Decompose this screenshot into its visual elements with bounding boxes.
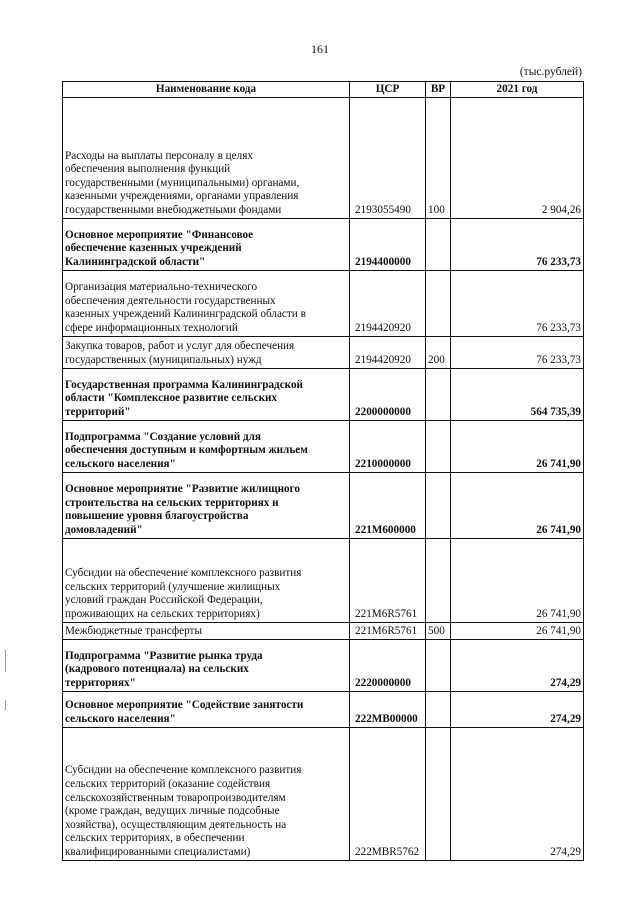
header-vr: ВР <box>426 82 451 98</box>
row-amount: 274,29 <box>451 691 584 727</box>
row-name: Закупка товаров, работ и услуг для обеспечения государственных (муниципальных) нужд <box>63 336 350 368</box>
row-name: Подпрограмма "Создание условий для обеспечения доступным и комфортным жильем сельского населения" <box>63 420 350 472</box>
row-csr: 221М6R5761 <box>350 538 426 622</box>
table-row <box>63 270 584 336</box>
row-amount: 26 741,90 <box>451 420 584 472</box>
row-vr <box>426 639 451 691</box>
row-csr: 2220000000 <box>350 639 426 691</box>
table-row <box>63 472 584 538</box>
units-label: (тыс.рублей) <box>519 66 582 78</box>
row-vr: 100 <box>426 97 451 218</box>
row-csr: 222МВR5762 <box>350 727 426 860</box>
table-row <box>63 218 584 270</box>
row-vr <box>426 472 451 538</box>
table-row <box>63 420 584 472</box>
row-amount: 26 741,90 <box>451 622 584 639</box>
row-name: Организация материально-технического обеспечения деятельности государственных казенных учреждений Калининградской области в сфере информационных технологий <box>63 270 350 336</box>
row-name: Расходы на выплаты персоналу в целях обеспечения выполнения функций государственными (муниципальными) органами, казенными учреждениями, органами управления государственными внебюджетными фондами <box>63 97 350 218</box>
table-row <box>63 727 584 860</box>
budget-table <box>62 81 584 861</box>
row-name: Субсидии на обеспечение комплексного развития сельских территорий (оказание содействия сельскохозяйственным товаропроизводителям (кроме граждан, ведущих личные подсобные хозяйства), осуществляющим деятельность на сельских территориях, в обеспечении квалифицированными специалистами) <box>63 727 350 860</box>
row-name: Субсидии на обеспечение комплексного развития сельских территорий (улучшение жилищных условий граждан Российской Федерации, проживающих на сельских территориях) <box>63 538 350 622</box>
row-amount: 76 233,73 <box>451 218 584 270</box>
row-csr: 221М600000 <box>350 472 426 538</box>
row-csr: 2194420920 <box>350 270 426 336</box>
row-vr <box>426 727 451 860</box>
row-amount: 564 735,39 <box>451 368 584 420</box>
scan-edge-mark <box>5 700 6 710</box>
scan-edge-mark <box>5 650 6 672</box>
table-row <box>63 368 584 420</box>
row-amount: 76 233,73 <box>451 270 584 336</box>
header-csr: ЦСР <box>350 82 426 98</box>
row-name: Основное мероприятие "Развитие жилищного строительства на сельских территориях и повышение уровня благоустройства домовладений" <box>63 472 350 538</box>
row-vr <box>426 368 451 420</box>
row-name: Основное мероприятие "Финансовое обеспечение казенных учреждений Калининградской области" <box>63 218 350 270</box>
row-vr <box>426 270 451 336</box>
row-vr <box>426 538 451 622</box>
header-year: 2021 год <box>451 82 584 98</box>
table-row <box>63 97 584 218</box>
row-amount: 2 904,26 <box>451 97 584 218</box>
row-vr <box>426 420 451 472</box>
table-row <box>63 639 584 691</box>
row-name: Подпрограмма "Развитие рынка труда (кадрового потенциала) на сельских территориях" <box>63 639 350 691</box>
row-csr: 221М6R5761 <box>350 622 426 639</box>
row-amount: 274,29 <box>451 727 584 860</box>
row-csr: 2194420920 <box>350 336 426 368</box>
row-vr <box>426 691 451 727</box>
row-amount: 26 741,90 <box>451 472 584 538</box>
table-header-row <box>63 82 584 98</box>
row-vr: 500 <box>426 622 451 639</box>
row-amount: 76 233,73 <box>451 336 584 368</box>
row-vr <box>426 218 451 270</box>
table-row <box>63 336 584 368</box>
table-row <box>63 691 584 727</box>
row-csr: 222МВ00000 <box>350 691 426 727</box>
row-csr: 2210000000 <box>350 420 426 472</box>
row-amount: 26 741,90 <box>451 538 584 622</box>
page-number: 161 <box>311 42 329 56</box>
row-name: Государственная программа Калининградской области "Комплексное развитие сельских территорий" <box>63 368 350 420</box>
row-vr: 200 <box>426 336 451 368</box>
row-amount: 274,29 <box>451 639 584 691</box>
row-name: Основное мероприятие "Содействие занятости сельского населения" <box>63 691 350 727</box>
row-csr: 2194400000 <box>350 218 426 270</box>
row-csr: 2193055490 <box>350 97 426 218</box>
table-row <box>63 622 584 639</box>
table-row <box>63 538 584 622</box>
header-name: Наименование кода <box>63 82 350 98</box>
row-csr: 2200000000 <box>350 368 426 420</box>
row-name: Межбюджетные трансферты <box>63 622 350 639</box>
